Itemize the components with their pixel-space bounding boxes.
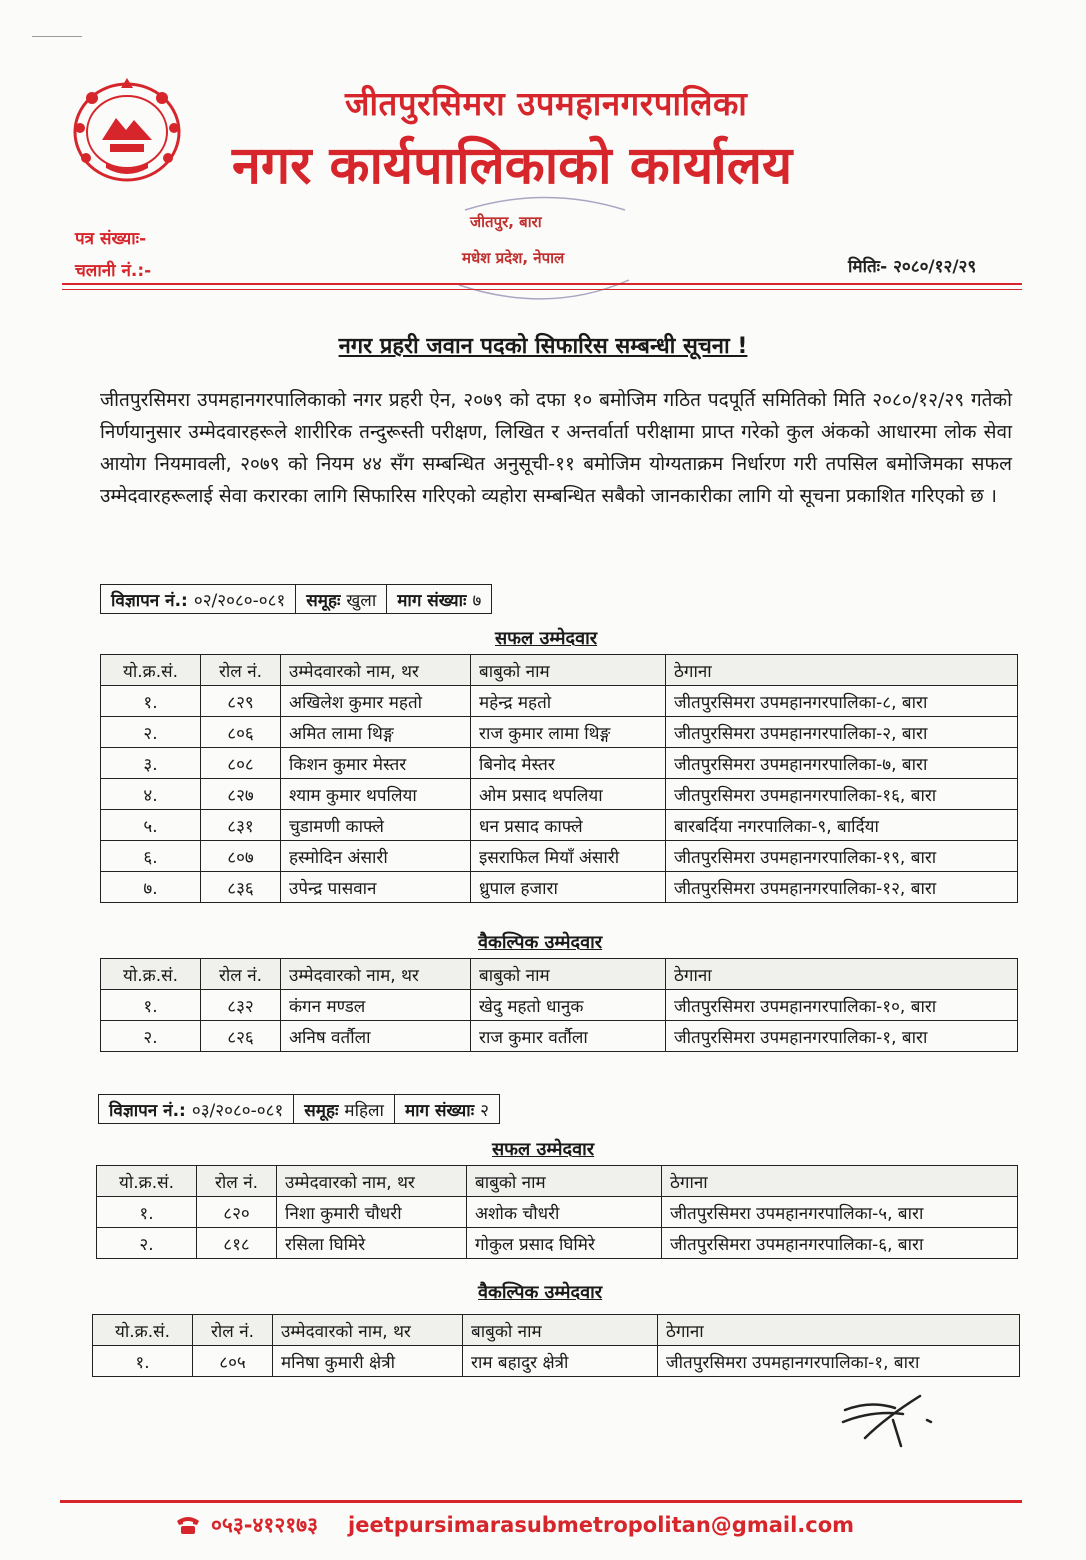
table-cell: जीतपुरसिमरा उपमहानगरपालिका-१९, बारा (666, 841, 1018, 872)
table-cell: जीतपुरसिमरा उपमहानगरपालिका-१६, बारा (666, 779, 1018, 810)
ad1-alternate-table (100, 958, 1018, 1052)
table-cell: अमित लामा थिङ्ग (281, 717, 471, 748)
table-header-cell: यो.क्र.सं. (101, 959, 201, 990)
table-cell: राज कुमार लामा थिङ्ग (471, 717, 666, 748)
table-header-cell: उम्मेदवारको नाम, थर (277, 1166, 467, 1197)
table-cell: कंगन मण्डल (281, 990, 471, 1021)
table-cell: ८२७ (201, 779, 281, 810)
table-cell: जीतपुरसिमरा उपमहानगरपालिका-१०, बारा (666, 990, 1018, 1021)
table-row (101, 990, 1018, 1021)
table-cell: ८२६ (201, 1021, 281, 1052)
table-cell: ध्रुपाल हजारा (471, 872, 666, 903)
table-header-cell: बाबुको नाम (471, 959, 666, 990)
table-cell: ८०८ (201, 748, 281, 779)
phone-icon (175, 1515, 201, 1535)
table-cell: १. (101, 990, 201, 1021)
table-row (97, 1228, 1018, 1259)
ad1-alternate-title: वैकल्पिक उम्मेदवार (478, 932, 603, 953)
nepal-emblem-icon (62, 70, 192, 190)
footer-email[interactable]: jeetpursimarasubmetropolitan@gmail.com (348, 1513, 854, 1537)
ad1-info-box (100, 584, 492, 614)
table-cell: ८२० (197, 1197, 277, 1228)
table-cell: इसराफिल मियाँ अंसारी (471, 841, 666, 872)
ad1-demand: माग संख्याः ७ (397, 590, 482, 611)
table-row (101, 686, 1018, 717)
table-cell: मनिषा कुमारी क्षेत्री (273, 1346, 463, 1377)
table-cell: जीतपुरसिमरा उपमहानगरपालिका-१, बारा (666, 1021, 1018, 1052)
header-divider (62, 283, 1022, 285)
signature (835, 1390, 945, 1450)
ad2-info-box (98, 1094, 500, 1124)
table-cell: धन प्रसाद काफ्ले (471, 810, 666, 841)
footer (175, 1511, 854, 1539)
ad2-successful-table (96, 1165, 1018, 1259)
letter-no-label: पत्र संख्याः- (75, 229, 147, 249)
table-cell: ४. (101, 779, 201, 810)
footer-divider (60, 1500, 1022, 1503)
table-cell: २. (101, 717, 201, 748)
table-cell: ८०७ (201, 841, 281, 872)
table-cell: अनिष वर्तौला (281, 1021, 471, 1052)
table-cell: उपेन्द्र पासवान (281, 872, 471, 903)
table-header-cell: यो.क्र.सं. (93, 1315, 193, 1346)
table-cell: बारबर्दिया नगरपालिका-९, बार्दिया (666, 810, 1018, 841)
ad2-alternate-title: वैकल्पिक उम्मेदवार (478, 1282, 603, 1303)
table-row (101, 748, 1018, 779)
notice-title: नगर प्रहरी जवान पदको सिफारिस सम्बन्धी सूचना ! (338, 334, 748, 359)
date-label: मितिः- २०८०/१२/२९ (848, 257, 977, 277)
table-row (101, 841, 1018, 872)
table-cell: निशा कुमारी चौधरी (277, 1197, 467, 1228)
table-cell: ८१८ (197, 1228, 277, 1259)
table-cell: ८०६ (201, 717, 281, 748)
municipality-name: जीतपुरसिमरा उपमहानगरपालिका (345, 84, 748, 123)
ad2-number: विज्ञापन नं.: ०३/२०८०-०८१ (99, 1095, 294, 1123)
table-cell: ८३६ (201, 872, 281, 903)
table-row (101, 810, 1018, 841)
ad1-group: समूहः खुला (296, 585, 387, 613)
table-row (97, 1197, 1018, 1228)
table-row (101, 779, 1018, 810)
table-cell: ओम प्रसाद थपलिया (471, 779, 666, 810)
table-cell: १. (93, 1346, 193, 1377)
table-header-row (101, 959, 1018, 990)
table-cell: ८३१ (201, 810, 281, 841)
table-header-cell: उम्मेदवारको नाम, थर (281, 959, 471, 990)
ad2-successful-title: सफल उम्मेदवार (492, 1139, 595, 1160)
table-header-cell: रोल नं. (197, 1166, 277, 1197)
table-header-cell: उम्मेदवारको नाम, थर (281, 655, 471, 686)
table-cell: जीतपुरसिमरा उपमहानगरपालिका-१२, बारा (666, 872, 1018, 903)
table-cell: जीतपुरसिमरा उपमहानगरपालिका-६, बारा (662, 1228, 1018, 1259)
ad2-demand: माग संख्याः २ (404, 1100, 489, 1121)
notice-body: जीतपुरसिमरा उपमहानगरपालिकाको नगर प्रहरी ऐन, २०७९ को दफा १० बमोजिम गठित पदपूर्ति समितिको मिति २०८०/१२/२९ गतेको निर्णयानुसार उम्मेदवारहरूले शारीरिक तन्दुरूस्ती परीक्षण, लिखित र अन्तर्वार्ता परीक्षामा प्राप्त गरेको कुल अंकको आधारमा लोक सेवा आयोग नियमावली, २०७९ को नियम ४४ सँग सम्बन्धित अनुसूची-११ बमोजिम योग्यताक्रम निर्धारण गरी तपसिल बमोजिमका सफल उम्मेदवारहरूलाई सेवा करारका लागि सिफारिस गरिएको व्यहोरा सम्बन्धित सबैको जानकारीका लागि यो सूचना प्रकाशित गरिएको छ । (100, 389, 1012, 507)
table-cell: जीतपुरसिमरा उपमहानगरपालिका-५, बारा (662, 1197, 1018, 1228)
table-cell: ८२९ (201, 686, 281, 717)
table-cell: १. (97, 1197, 197, 1228)
table-header-cell: रोल नं. (201, 655, 281, 686)
table-cell: बिनोद मेस्तर (471, 748, 666, 779)
footer-phone: ०५३-४१२१७३ (211, 1513, 318, 1537)
table-row (101, 1021, 1018, 1052)
table-header-cell: रोल नं. (201, 959, 281, 990)
table-cell: अशोक चौधरी (467, 1197, 662, 1228)
table-header-row (101, 655, 1018, 686)
table-cell: जीतपुरसिमरा उपमहानगरपालिका-७, बारा (666, 748, 1018, 779)
table-cell: हस्मोदिन अंसारी (281, 841, 471, 872)
dispatch-no-label: चलानी नं.:- (75, 261, 152, 281)
table-header-cell: ठेगाना (666, 655, 1018, 686)
table-cell: ६. (101, 841, 201, 872)
table-cell: राज कुमार वर्तौला (471, 1021, 666, 1052)
table-header-cell: यो.क्र.सं. (97, 1166, 197, 1197)
table-cell: अखिलेश कुमार महतो (281, 686, 471, 717)
office-name: नगर कार्यपालिकाको कार्यालय (232, 136, 793, 196)
ad2-group: समूहः महिला (294, 1095, 395, 1123)
table-cell: ८३२ (201, 990, 281, 1021)
table-cell: किशन कुमार मेस्तर (281, 748, 471, 779)
table-header-row (97, 1166, 1018, 1197)
table-cell: ५. (101, 810, 201, 841)
table-cell: गोकुल प्रसाद घिमिरे (467, 1228, 662, 1259)
table-header-cell: ठेगाना (658, 1315, 1020, 1346)
table-row (93, 1346, 1020, 1377)
ad1-successful-title: सफल उम्मेदवार (495, 628, 598, 649)
table-cell: ८०५ (193, 1346, 273, 1377)
table-header-row (93, 1315, 1020, 1346)
table-cell: १. (101, 686, 201, 717)
table-cell: २. (101, 1021, 201, 1052)
table-row (101, 717, 1018, 748)
table-header-cell: रोल नं. (193, 1315, 273, 1346)
ad1-number: विज्ञापन नं.: ०२/२०८०-०८१ (101, 585, 296, 613)
table-header-cell: ठेगाना (666, 959, 1018, 990)
table-cell: श्याम कुमार थपलिया (281, 779, 471, 810)
table-cell: जीतपुरसिमरा उपमहानगरपालिका-१, बारा (658, 1346, 1020, 1377)
table-header-cell: यो.क्र.सं. (101, 655, 201, 686)
scan-mark (32, 36, 82, 37)
table-header-cell: बाबुको नाम (467, 1166, 662, 1197)
table-header-cell: उम्मेदवारको नाम, थर (273, 1315, 463, 1346)
table-cell: ७. (101, 872, 201, 903)
table-cell: रसिला घिमिरे (277, 1228, 467, 1259)
table-cell: राम बहादुर क्षेत्री (463, 1346, 658, 1377)
table-cell: ३. (101, 748, 201, 779)
stamp-line-2: मधेश प्रदेश, नेपाल (462, 249, 565, 267)
table-header-cell: बाबुको नाम (471, 655, 666, 686)
table-cell: महेन्द्र महतो (471, 686, 666, 717)
table-cell: चुडामणी काफ्ले (281, 810, 471, 841)
table-header-cell: ठेगाना (662, 1166, 1018, 1197)
ad2-alternate-table (92, 1314, 1020, 1377)
table-row (101, 872, 1018, 903)
header-divider-thin (62, 289, 1022, 290)
table-cell: जीतपुरसिमरा उपमहानगरपालिका-२, बारा (666, 717, 1018, 748)
stamp-line-1: जीतपुर, बारा (470, 213, 542, 231)
table-cell: खेदु महतो धानुक (471, 990, 666, 1021)
ad1-successful-table (100, 654, 1018, 903)
table-header-cell: बाबुको नाम (463, 1315, 658, 1346)
table-cell: २. (97, 1228, 197, 1259)
table-cell: जीतपुरसिमरा उपमहानगरपालिका-८, बारा (666, 686, 1018, 717)
